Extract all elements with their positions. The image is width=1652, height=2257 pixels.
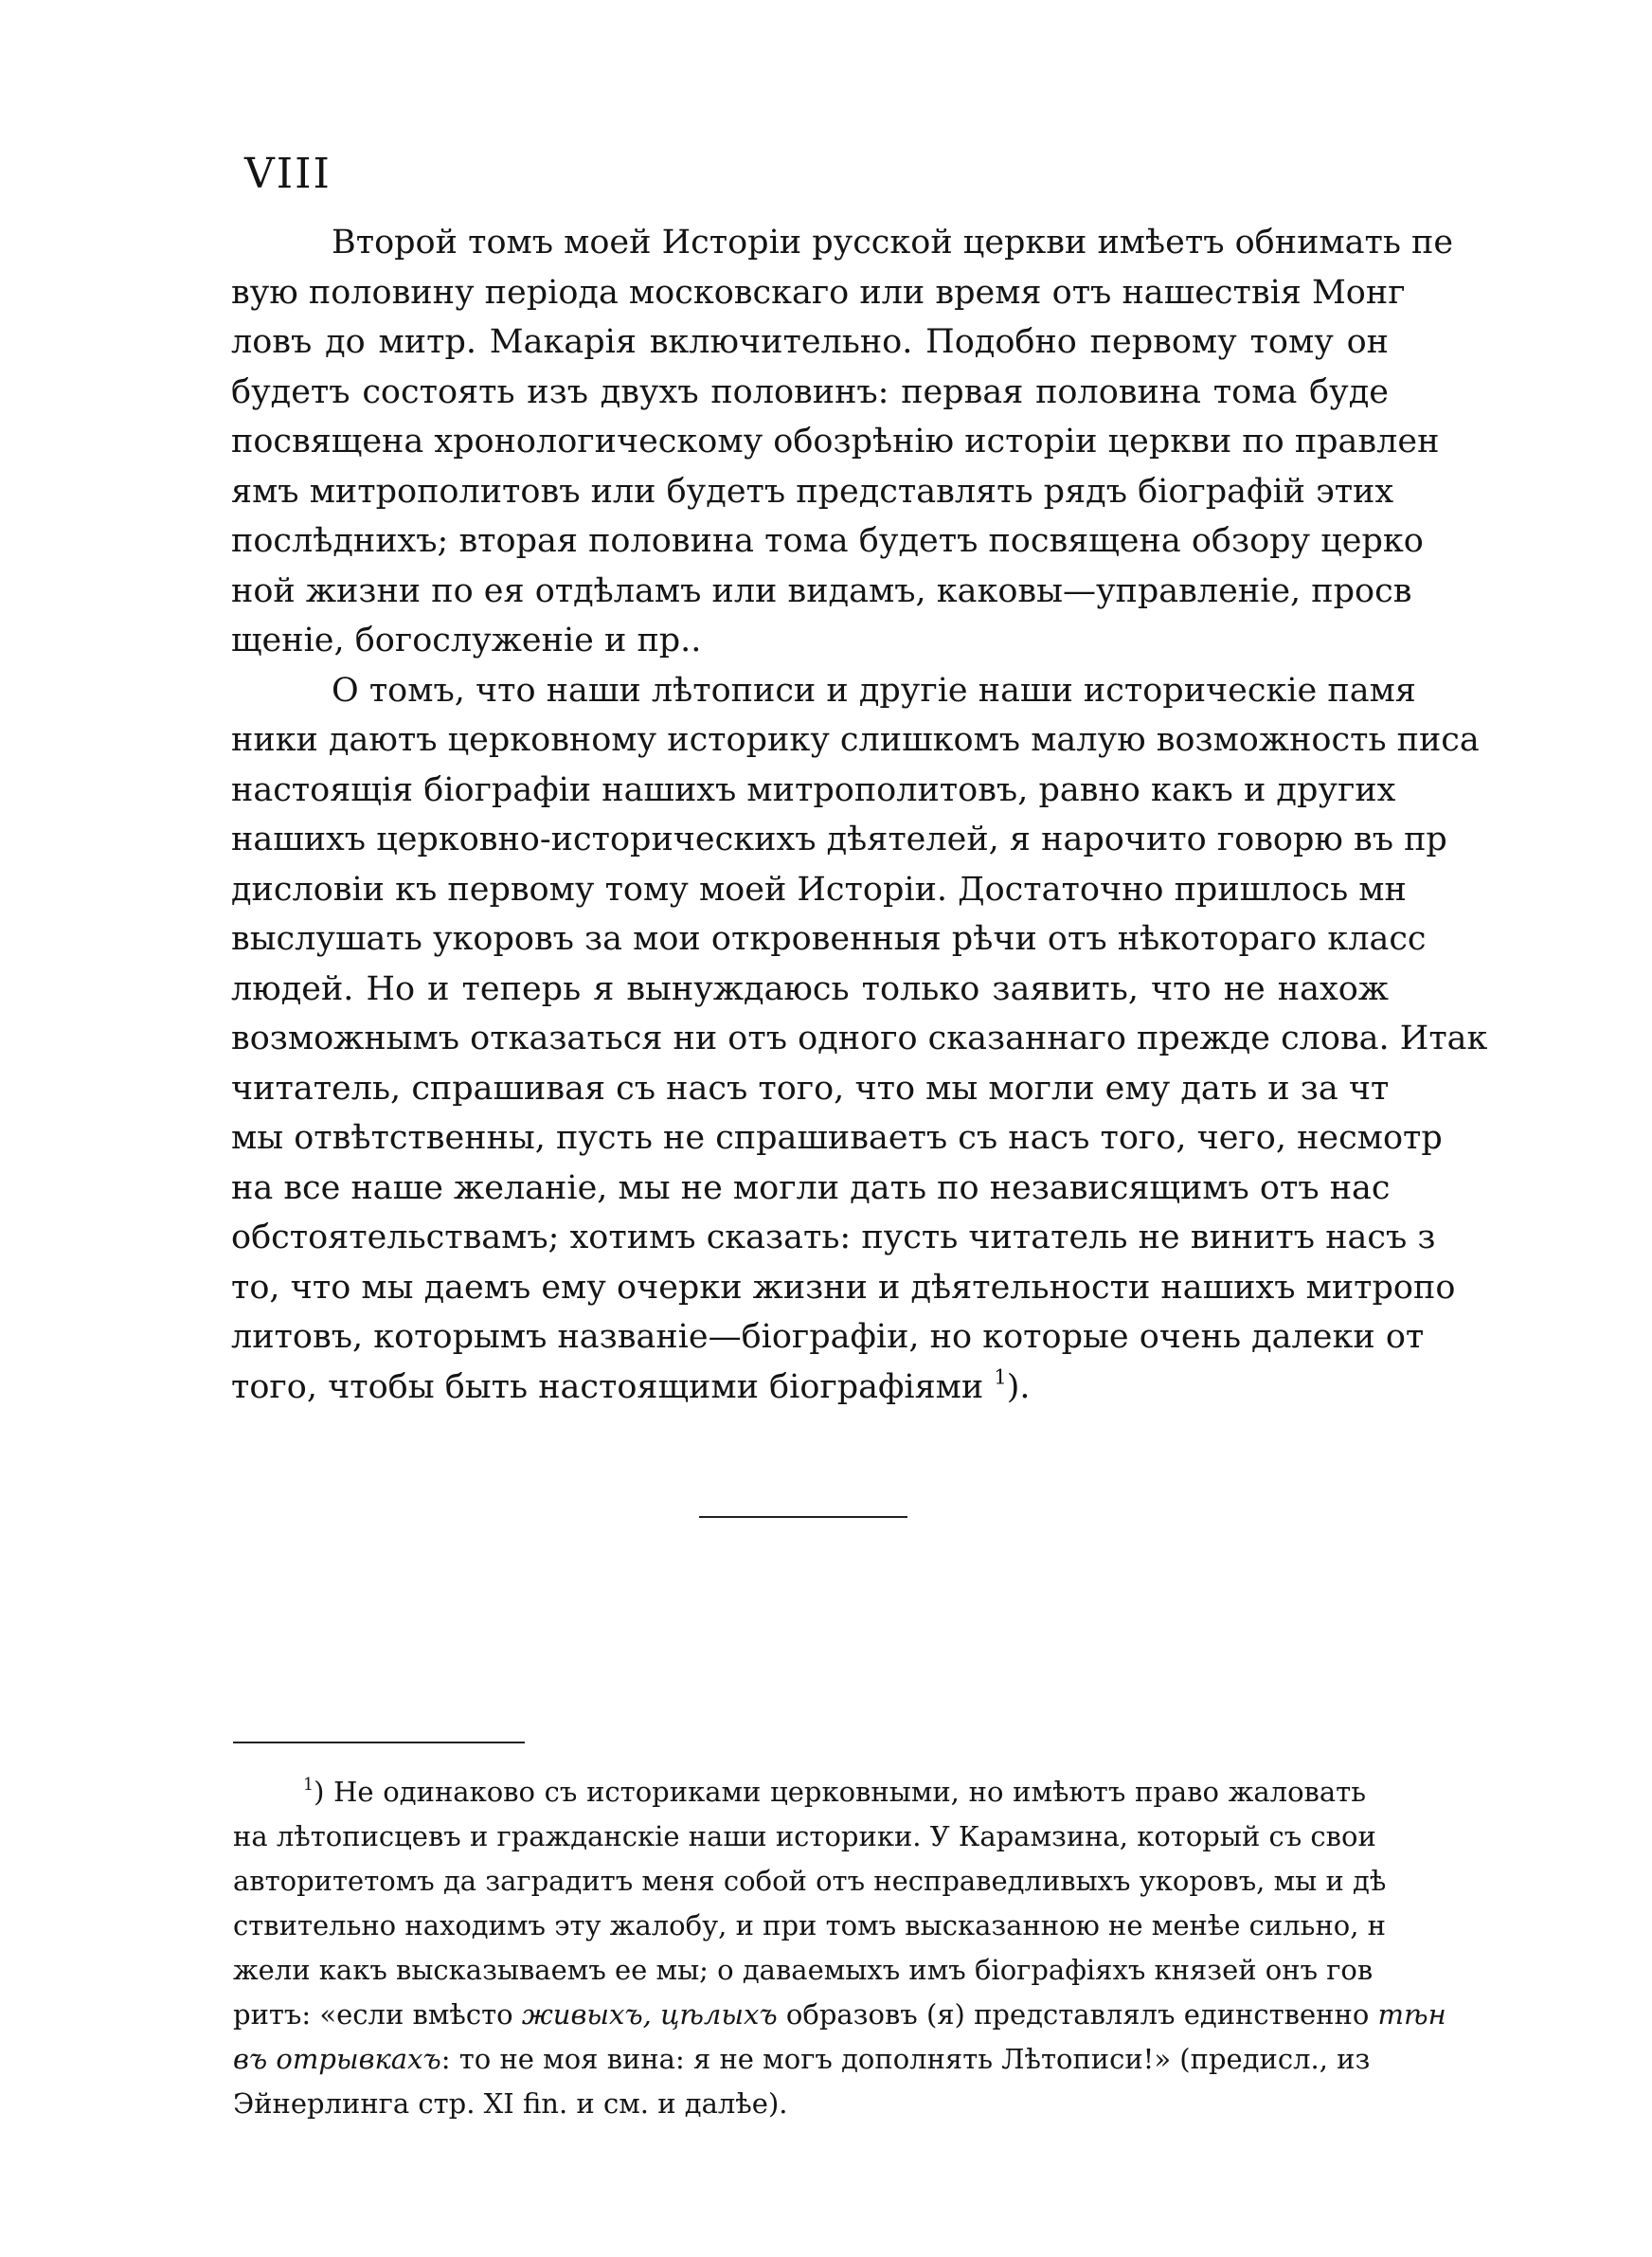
footnote-line xyxy=(233,1993,1446,2037)
text-line: ямъ митрополитовъ или будетъ представлять рядъ біографій этих xyxy=(231,472,1394,511)
text-line: настоящія біографіи нашихъ митрополитовъ, равно какъ и других xyxy=(231,770,1396,809)
footnote-italic: живыхъ, цѣлыхъ xyxy=(521,1998,778,2031)
text-line: нашихъ церковно-историческихъ дѣятелей, я нарочито говорю въ пр xyxy=(231,821,1447,858)
footnote xyxy=(233,1770,1446,2126)
text-line: вую половину періода московскаго или время отъ нашествія Монг xyxy=(231,273,1406,312)
footnote-line xyxy=(233,1770,1366,1815)
footnote-text: образовъ (я) представлялъ единственно xyxy=(777,1998,1378,2031)
footnote-line: Эйнерлинга стр. XI fin. и см. и далѣе). xyxy=(233,2087,788,2120)
text-line: читатель, спрашивая съ насъ того, что мы могли ему дать и за чт xyxy=(231,1069,1390,1108)
text-line: то, что мы даемъ ему очерки жизни и дѣятельности нашихъ митропо xyxy=(231,1268,1456,1307)
text-line: посвящена хронологическому обозрѣнію исторіи церкви по правлен xyxy=(231,423,1440,460)
text-line: выслушать укоровъ за мои откровенныя рѣчи отъ нѣкотораго класс xyxy=(231,920,1427,958)
text-line-end: ). xyxy=(1006,1367,1031,1406)
text-line: литовъ, которымъ названіе—біографіи, но которые очень далеки от xyxy=(231,1318,1425,1356)
text-line: послѣднихъ; вторая половина тома будетъ посвящена обзору церко xyxy=(231,522,1424,560)
footnote-text: : то не моя вина: я не могъ дополнять Лѣтописи!» (предисл., из xyxy=(440,2043,1371,2075)
text-line: О томъ, что наши лѣтописи и другіе наши историческіе памя xyxy=(332,671,1416,710)
text-line: щеніе, богослуженіе и пр.. xyxy=(231,622,702,659)
text-line-content: того, чтобы быть настоящими біографіями xyxy=(231,1367,984,1406)
page-number: VIII xyxy=(244,150,332,198)
footnote-line: ствительно находимъ эту жалобу, и при томъ высказанною не менѣе сильно, н xyxy=(233,1909,1387,1941)
section-end-rule xyxy=(699,1516,907,1518)
footnote-italic: тѣн xyxy=(1377,1998,1446,2031)
footnote-line: на лѣтописцевъ и гражданскіе наши историки. У Карамзина, который съ свои xyxy=(233,1820,1376,1852)
text-line: ловъ до митр. Макарія включительно. Подобно первому тому он xyxy=(231,323,1389,361)
footnote-line: авторитетомъ да заградитъ меня собой отъ несправедливыхъ укоровъ, мы и дѣ xyxy=(233,1865,1387,1897)
text-line: возможнымъ отказаться ни отъ одного сказаннаго прежде слова. Итак xyxy=(231,1020,1488,1057)
footnote-marker: 1 xyxy=(303,1775,314,1795)
text-line: Второй томъ моей Исторіи русской церкви имѣетъ обнимать пе xyxy=(332,224,1454,262)
text-line xyxy=(231,1363,1389,1413)
footnote-separator xyxy=(233,1742,525,1743)
text-line: на все наше желаніе, мы не могли дать по независящимъ отъ нас xyxy=(231,1168,1391,1207)
text-line: обстоятельствамъ; хотимъ сказать: пусть читатель не винитъ насъ з xyxy=(231,1219,1436,1256)
text-line: будетъ состоять изъ двухъ половинъ: первая половина тома буде xyxy=(231,372,1389,411)
footnote-line: жели какъ высказываемъ ее мы; о даваемыхъ имъ біографіяхъ князей онъ гов xyxy=(233,1954,1374,1986)
footnote-line xyxy=(233,2037,1371,2082)
text-line: ники даютъ церковному историку слишкомъ малую возможность писа xyxy=(231,721,1480,759)
footnote-text: ) Не одинаково съ историками церковными, но имѣютъ право жаловать xyxy=(314,1776,1366,1808)
footnote-italic: въ отрывкахъ xyxy=(233,2043,441,2075)
text-line: ной жизни по ея отдѣламъ или видамъ, каковы—управленіе, просв xyxy=(231,571,1412,610)
main-text xyxy=(231,218,1488,1412)
footnote-reference: 1 xyxy=(994,1364,1007,1388)
text-line: мы отвѣтственны, пусть не спрашиваетъ съ насъ того, чего, несмотр xyxy=(231,1119,1443,1157)
footnote-text: ритъ: «если вмѣсто xyxy=(233,1998,522,2031)
text-line: людей. Но и теперь я вынуждаюсь только заявить, что не нахож xyxy=(231,969,1389,1008)
text-line: дисловіи къ первому тому моей Исторіи. Достаточно пришлось мн xyxy=(231,870,1407,909)
